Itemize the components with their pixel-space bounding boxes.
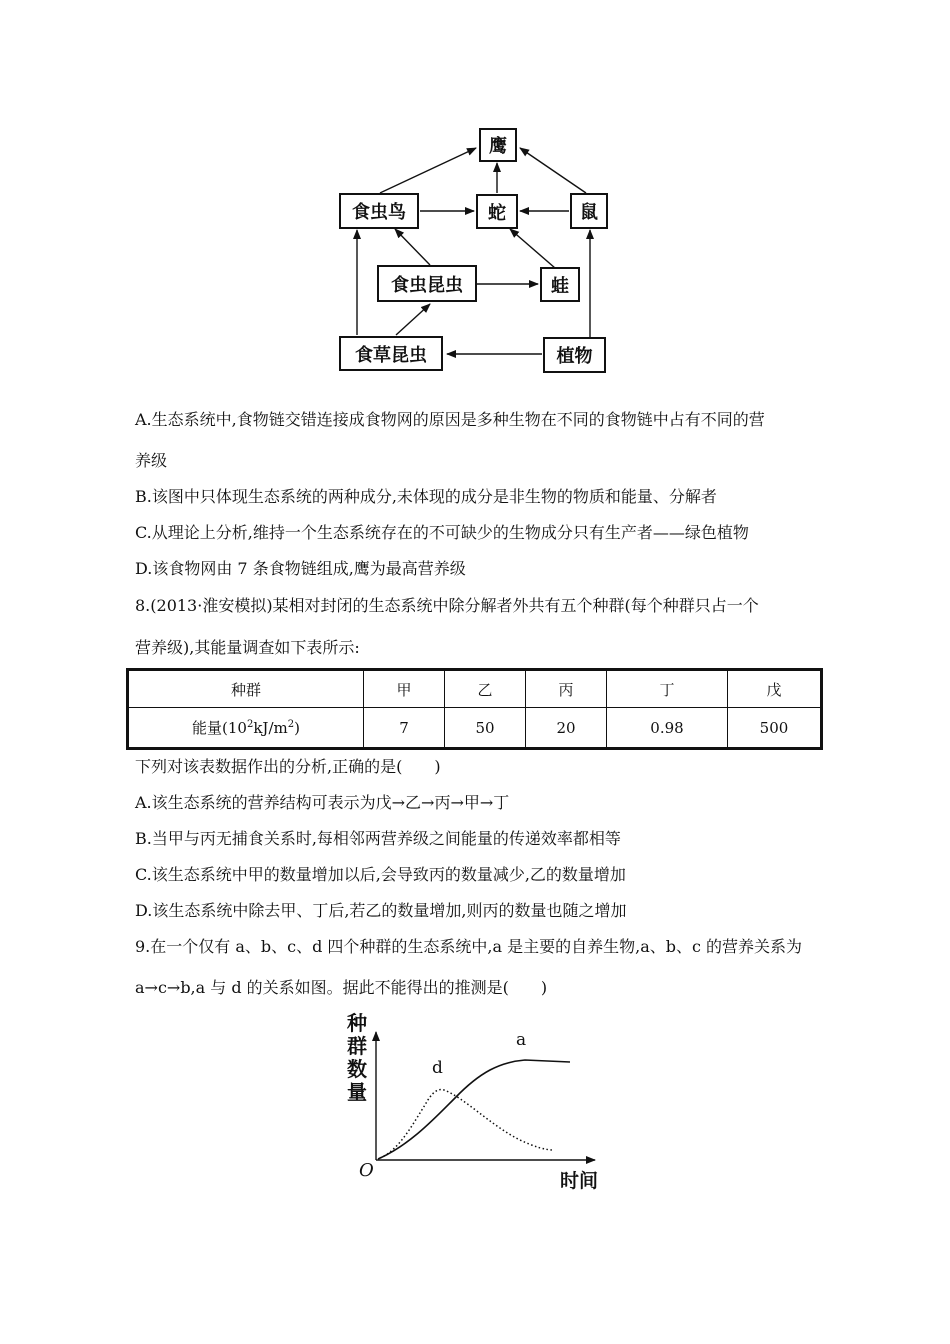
q8-stem-line2: 营养级),其能量调查如下表所示:: [135, 638, 360, 657]
row-label-exponent: 2: [246, 719, 254, 730]
series-d-line: [380, 1090, 554, 1158]
table-energy-bing: 20: [526, 708, 607, 749]
origin-label: O: [359, 1160, 374, 1181]
q7-option-d: D.该食物网由 7 条食物链组成,鹰为最高营养级: [135, 559, 466, 578]
table-row-label: [128, 708, 364, 749]
row-label-unit: kJ/m: [253, 719, 288, 737]
q8-option-b: B.当甲与丙无捕食关系时,每相邻两营养级之间能量的传递效率都相等: [135, 829, 621, 848]
node-herbivorous-insect: 食草昆虫: [339, 336, 443, 371]
node-insectivorous-insect: 食虫昆虫: [377, 265, 477, 302]
node-frog: 蛙: [540, 267, 580, 302]
arrow-insect-bird: [395, 229, 430, 265]
q7-option-a-line1: A.生态系统中,食物链交错连接成食物网的原因是多种生物在不同的食物链中占有不同的营: [135, 410, 765, 429]
arrow-mouse-eagle: [520, 148, 586, 193]
row-label-text: 能量(10: [192, 719, 247, 737]
row-label-unit-exponent: 2: [287, 719, 295, 730]
y-axis-label: 种群数量: [347, 1011, 367, 1104]
node-plant: 植物: [543, 337, 606, 373]
series-a-label: a: [516, 1030, 527, 1050]
q8-question: 下列对该表数据作出的分析,正确的是( ): [135, 757, 441, 776]
table-species-bing: 丙: [526, 670, 607, 708]
node-eagle: 鹰: [479, 128, 517, 162]
q8-option-a: A.该生态系统的营养结构可表示为戊→乙→丙→甲→丁: [135, 793, 510, 812]
q8-stem-line1: 8.(2013·淮安模拟)某相对封闭的生态系统中除分解者外共有五个种群(每个种群只占一个: [135, 596, 759, 615]
table-species-wu: 戊: [728, 670, 822, 708]
node-snake: 蛇: [476, 194, 518, 229]
table-energy-wu: 500: [728, 708, 822, 749]
arrow-herbivore-insect: [396, 304, 430, 335]
arrow-frog-snake: [510, 229, 555, 268]
table-energy-ding: 0.98: [607, 708, 728, 749]
table-header-row: [128, 670, 822, 708]
q8-option-d: D.该生态系统中除去甲、丁后,若乙的数量增加,则丙的数量也随之增加: [135, 901, 627, 920]
table-energy-row: [128, 708, 822, 749]
q9-stem-line1: 9.在一个仅有 a、b、c、d 四个种群的生态系统中,a 是主要的自养生物,a、b、c 的营养关系为: [135, 937, 803, 956]
row-label-close: ): [294, 719, 300, 737]
node-insectivorous-bird: 食虫鸟: [339, 193, 419, 229]
q7-option-a-line2: 养级: [135, 451, 168, 470]
q7-option-c: C.从理论上分析,维持一个生态系统存在的不可缺少的生物成分只有生产者——绿色植物: [135, 523, 749, 542]
energy-table: [126, 668, 823, 750]
series-d-label: d: [432, 1058, 443, 1078]
table-species-ding: 丁: [607, 670, 728, 708]
table-species-jia: 甲: [364, 670, 445, 708]
q9-stem-line2: a→c→b,a 与 d 的关系如图。据此不能得出的推测是( ): [135, 978, 548, 997]
arrow-bird-eagle: [380, 148, 476, 193]
table-energy-jia: 7: [364, 708, 445, 749]
q7-option-b: B.该图中只体现生态系统的两种成分,未体现的成分是非生物的物质和能量、分解者: [135, 487, 717, 506]
node-mouse: 鼠: [570, 193, 608, 229]
food-web-arrows: [0, 0, 950, 400]
table-header-label: 种群: [128, 670, 364, 708]
q8-option-c: C.该生态系统中甲的数量增加以后,会导致丙的数量减少,乙的数量增加: [135, 865, 626, 884]
table-species-yi: 乙: [445, 670, 526, 708]
table-energy-yi: 50: [445, 708, 526, 749]
x-axis-label: 时间: [560, 1170, 599, 1192]
